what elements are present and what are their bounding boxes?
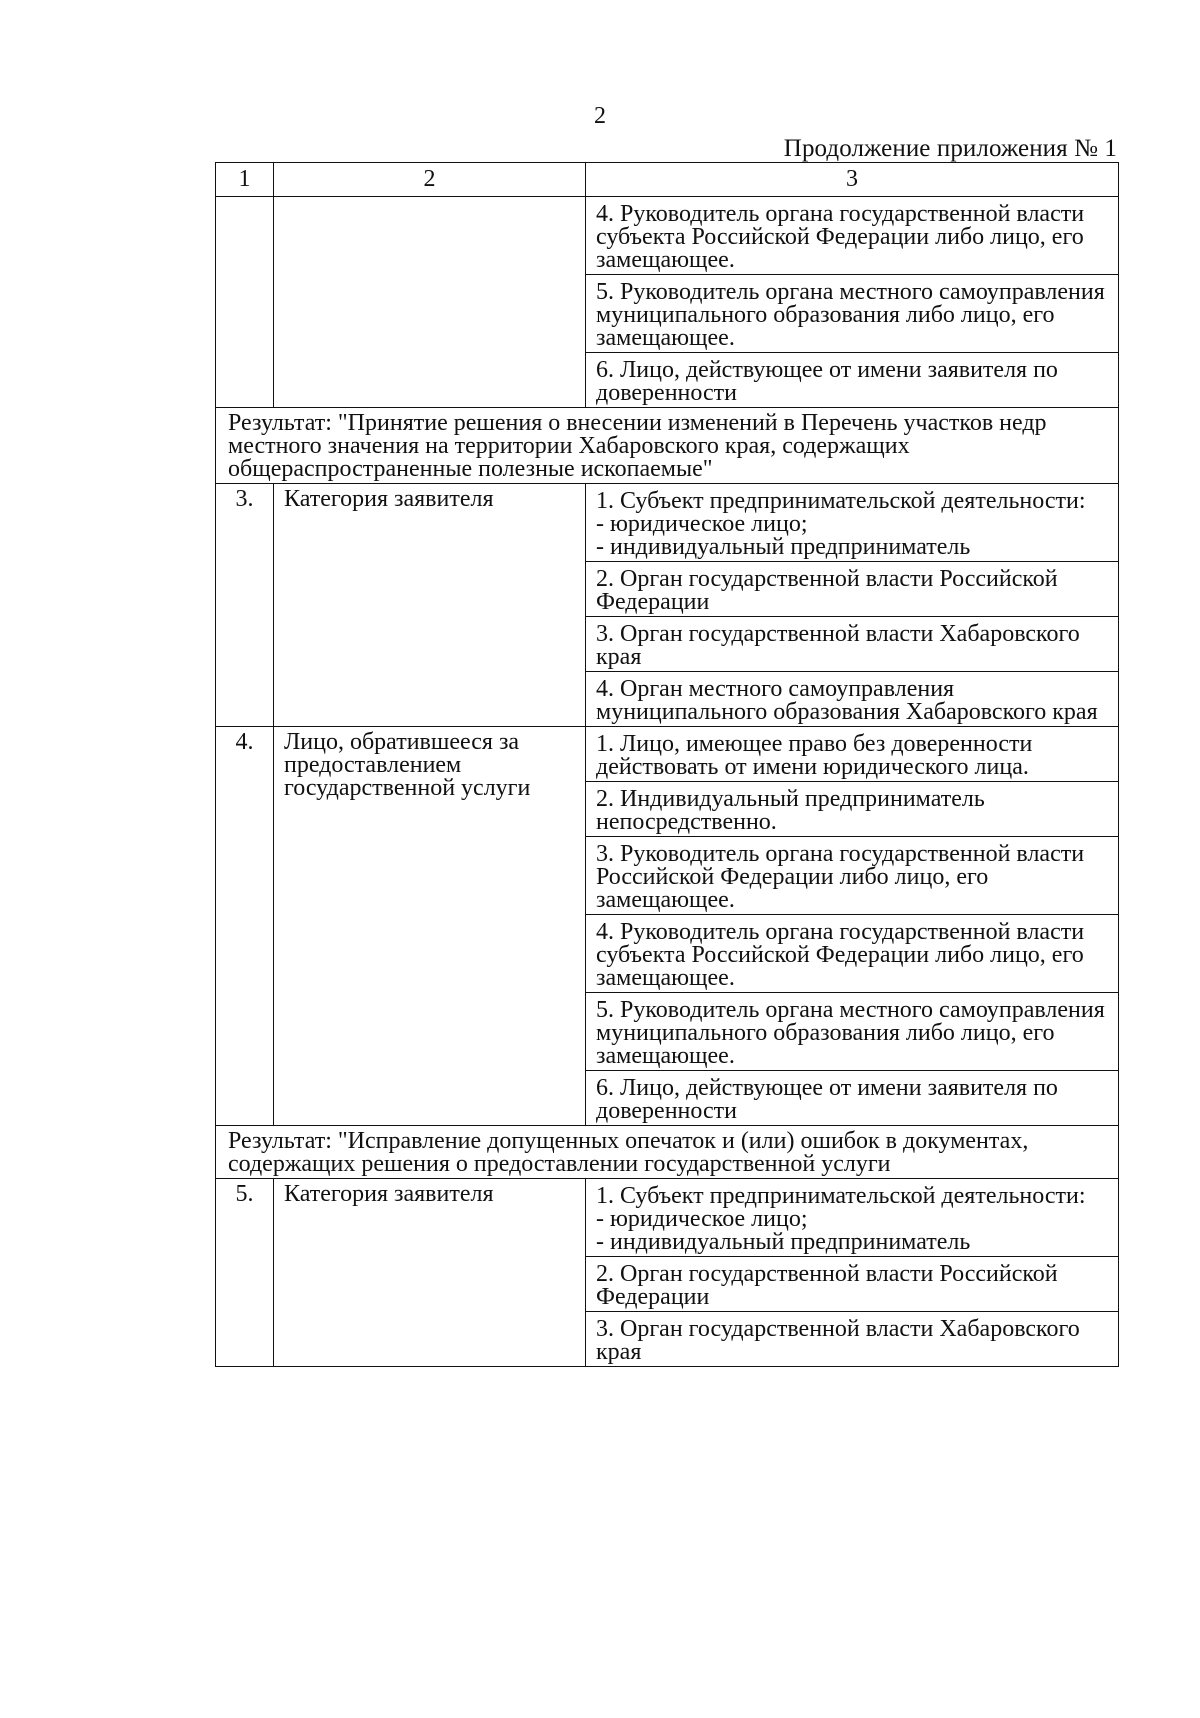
row-item: 4. Руководитель органа государственной власти субъекта Российской Федерации либо лицо, его замещающее. [586,197,1119,275]
header-cell-1: 1 [216,163,274,197]
row-item: 3. Руководитель органа государственной власти Российской Федерации либо лицо, его замещающее. [586,837,1119,915]
row-item: 4. Руководитель органа государственной власти субъекта Российской Федерации либо лицо, его замещающее. [586,915,1119,993]
row-item: 1. Субъект предпринимательской деятельности: - юридическое лицо; - индивидуальный предприниматель [586,1179,1119,1257]
row-label: Категория заявителя [274,484,586,727]
header-cell-3: 3 [586,163,1119,197]
row-item: 3. Орган государственной власти Хабаровского края [586,1312,1119,1367]
row-item: 5. Руководитель органа местного самоуправления муниципального образования либо лицо, его замещающее. [586,275,1119,353]
row-item: 1. Субъект предпринимательской деятельности: - юридическое лицо; - индивидуальный предприниматель [586,484,1119,562]
row-item: 6. Лицо, действующее от имени заявителя по доверенности [586,1071,1119,1126]
table-row [216,727,1119,782]
table-row [216,1179,1119,1257]
appendix-note: Продолжение приложения № 1 [783,135,1117,162]
result-text: Результат: "Исправление допущенных опечаток и (или) ошибок в документах, содержащих решения о предоставлении государственной услуги [216,1126,1119,1179]
header-cell-2: 2 [274,163,586,197]
result-row [216,1126,1119,1179]
table-row [216,197,1119,275]
row-item: 2. Орган государственной власти Российской Федерации [586,1257,1119,1312]
row-label: Категория заявителя [274,1179,586,1367]
row-number [216,197,274,408]
table-row [216,484,1119,562]
row-item: 6. Лицо, действующее от имени заявителя по доверенности [586,353,1119,408]
row-item: 1. Лицо, имеющее право без доверенности действовать от имени юридического лица. [586,727,1119,782]
result-text: Результат: "Принятие решения о внесении изменений в Перечень участков недр местного значения на территории Хабаровского края, содержащих общераспространенные полезные ископаемые" [216,408,1119,484]
row-item: 4. Орган местного самоуправления муниципального образования Хабаровского края [586,672,1119,727]
page-number: 2 [594,103,606,129]
row-item: 2. Орган государственной власти Российской Федерации [586,562,1119,617]
row-label [274,197,586,408]
row-item: 2. Индивидуальный предприниматель непосредственно. [586,782,1119,837]
row-label: Лицо, обратившееся за предоставлением государственной услуги [274,727,586,1126]
row-number: 5. [216,1179,274,1367]
row-item: 5. Руководитель органа местного самоуправления муниципального образования либо лицо, его замещающее. [586,993,1119,1071]
result-row [216,408,1119,484]
table-header-row [216,163,1119,197]
row-number: 3. [216,484,274,727]
document-table [215,162,1119,1367]
row-number: 4. [216,727,274,1126]
row-item: 3. Орган государственной власти Хабаровского края [586,617,1119,672]
